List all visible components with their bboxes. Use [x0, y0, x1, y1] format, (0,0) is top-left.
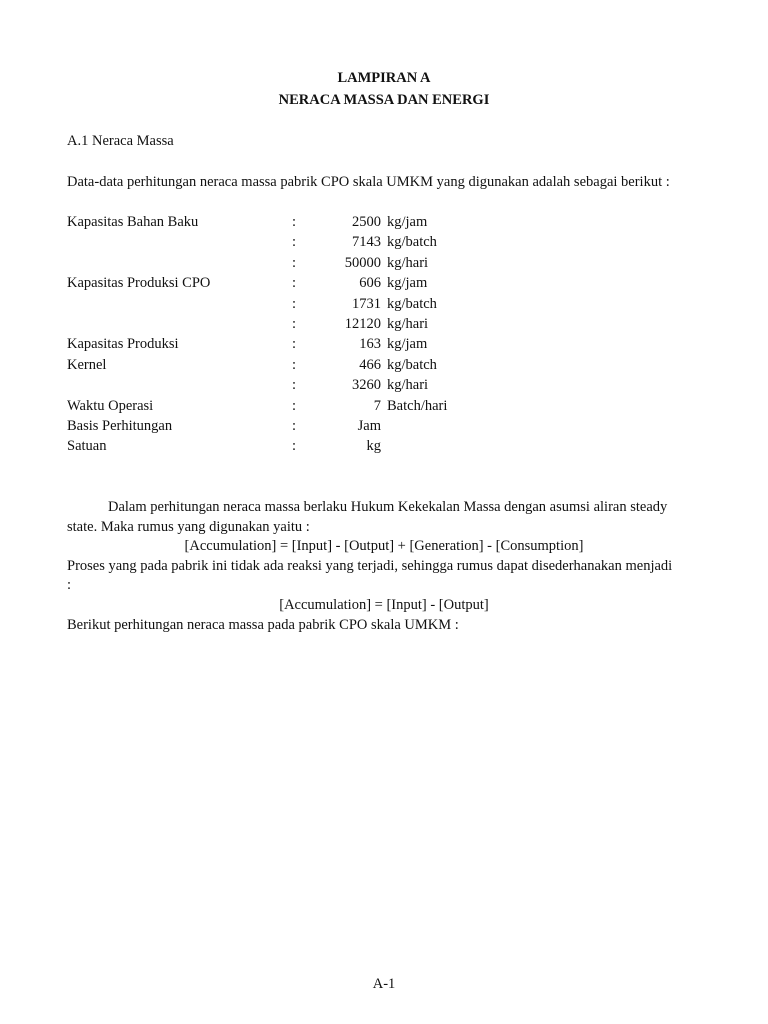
spec-row	[0, 336, 768, 356]
spec-value: 12120	[344, 316, 381, 332]
page-number: A-1	[372, 976, 396, 992]
spec-value: kg	[366, 438, 381, 455]
spec-value: Jam	[357, 418, 381, 434]
spec-unit: kg/hari	[387, 316, 429, 332]
spec-colon: :	[292, 418, 297, 434]
spec-row	[0, 357, 768, 377]
spec-value: 163	[359, 336, 381, 353]
spec-unit: kg/batch	[387, 356, 437, 373]
spec-value: 466	[359, 356, 381, 373]
spec-label: Waktu Operasi	[67, 397, 154, 414]
spec-unit: Batch/hari	[387, 397, 448, 414]
spec-colon: :	[292, 275, 297, 292]
spec-unit: kg/hari	[387, 377, 429, 394]
spec-label: Kapasitas Produksi CPO	[67, 275, 211, 292]
paragraph-line: :	[67, 577, 72, 593]
spec-value: 606	[359, 275, 381, 292]
section-title: A.1 Neraca Massa	[67, 133, 174, 149]
appendix-title: LAMPIRAN A	[337, 70, 431, 86]
intro-text: Data-data perhitungan neraca massa pabrik CPO skala UMKM yang digunakan adalah sebagai berikut :	[67, 174, 670, 190]
spec-colon: :	[292, 356, 297, 373]
spec-row	[0, 316, 768, 336]
spec-colon: :	[292, 438, 297, 455]
closing-text: Berikut perhitungan neraca massa pada pabrik CPO skala UMKM :	[67, 616, 459, 633]
spec-value: 7143	[352, 234, 381, 251]
spec-colon: :	[292, 316, 297, 332]
spec-label: Kapasitas Produksi	[67, 336, 179, 353]
equation-simplified: [Accumulation] = [Input] - [Output]	[279, 597, 489, 613]
spec-unit: kg/hari	[387, 254, 429, 271]
spec-value: 1731	[352, 295, 381, 312]
paragraph-line: state. Maka rumus yang digunakan yaitu :	[67, 518, 310, 535]
spec-colon: :	[292, 377, 297, 394]
spec-colon: :	[292, 254, 297, 271]
spec-row	[0, 377, 768, 397]
spec-value: 7	[373, 397, 381, 414]
spec-label: Basis Perhitungan	[67, 418, 173, 434]
spec-value: 50000	[344, 254, 381, 271]
paragraph-line: Proses yang pada pabrik ini tidak ada reaksi yang terjadi, sehingga rumus dapat disederhanakan menjadi	[67, 557, 673, 574]
spec-row	[0, 296, 768, 316]
spec-row	[0, 418, 768, 438]
equation-full: [Accumulation] = [Input] - [Output] + [Generation] - [Consumption]	[184, 538, 584, 554]
spec-colon: :	[292, 214, 297, 230]
spec-unit: kg/jam	[387, 214, 428, 230]
spec-row	[0, 234, 768, 254]
spec-colon: :	[292, 397, 297, 414]
spec-label: Kernel	[67, 356, 107, 373]
spec-row	[0, 275, 768, 295]
spec-unit: kg/jam	[387, 275, 428, 292]
spec-unit: kg/batch	[387, 295, 437, 312]
spec-row	[0, 214, 768, 234]
spec-unit: kg/batch	[387, 234, 437, 251]
spec-row	[0, 438, 768, 458]
paragraph-line: Dalam perhitungan neraca massa berlaku Hukum Kekekalan Massa dengan asumsi aliran steady	[108, 499, 668, 515]
spec-value: 3260	[352, 377, 381, 394]
spec-colon: :	[292, 295, 297, 312]
spec-row	[0, 398, 768, 418]
spec-label: Satuan	[67, 438, 107, 455]
spec-colon: :	[292, 336, 297, 353]
spec-unit: kg/jam	[387, 336, 428, 353]
spec-row	[0, 255, 768, 275]
spec-colon: :	[292, 234, 297, 251]
spec-value: 2500	[352, 214, 381, 230]
spec-label: Kapasitas Bahan Baku	[67, 214, 199, 230]
appendix-subtitle: NERACA MASSA DAN ENERGI	[278, 92, 490, 108]
